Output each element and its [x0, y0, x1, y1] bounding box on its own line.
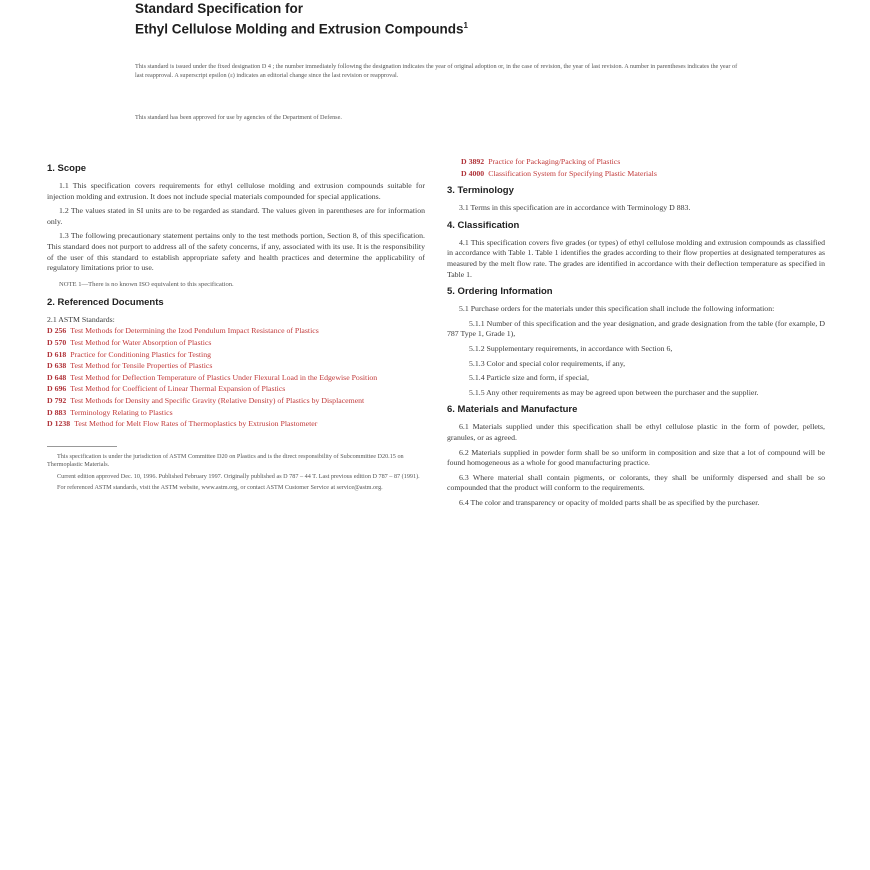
- left-column: [47, 157, 425, 496]
- ordering-subitem-1: 5.1.1 Number of this specification and the year designation, and grade designation from the table (for example, D 787 Type 1, Grade 1),: [447, 318, 825, 339]
- scope-paragraph-1: 1.1 This specification covers requirements for ethyl cellulose molding and extrusion compounds suitable for injection molding and extrusion. It does not include special materials compounded for special applications.: [47, 181, 425, 201]
- document-title-line2: [135, 17, 695, 38]
- dod-approval-note: This standard has been approved for use by agencies of the Department of Defense.: [135, 114, 342, 121]
- classification-paragraph: 4.1 This specification covers five grades (or types) of ethyl cellulose molding and extrusion compounds as classified in accordance with Table 1. Table 1 identifies the grades according to their flow properties at designated temperatures as measured by the melt flow rate. The grades are identified in accordance with their deflection temperature as specified in Table 1.: [447, 237, 825, 279]
- preamble: This standard is issued under the fixed designation D 4 ; the number immediately following the designation indicates the year of original adoption or, in the case of revision, the year of last revision. A number in parentheses indicates the year of last reapproval. A superscript epsilon (ε) indicates an editorial change since the last revision or reapproval.: [135, 63, 738, 79]
- reference-code: D 792: [47, 395, 67, 405]
- reference-title: Terminology Relating to Plastics: [70, 407, 173, 417]
- reference-link[interactable]: [47, 419, 425, 430]
- reference-code: D 3892: [461, 157, 485, 166]
- reference-title: Test Methods for Density and Specific Gravity (Relative Density) of Plastics by Displacement: [70, 395, 365, 405]
- reference-code: D 256: [47, 326, 67, 336]
- materials-paragraph-2: 6.2 Materials supplied in powder form shall be so uniform in composition and size that a lot of compound will be found homogeneous as a whole for good manufacturing practice.: [447, 447, 825, 468]
- footnote-3: For referenced ASTM standards, visit the ASTM website, www.astm.org, or contact ASTM Customer Service at service@astm.org.: [57, 484, 383, 492]
- scope-note: NOTE 1—There is no known ISO equivalent to this specification.: [59, 280, 234, 288]
- section-heading-scope: 1. Scope: [47, 163, 87, 174]
- reference-code: D 618: [47, 349, 67, 359]
- title-footnote-mark: 1: [463, 21, 468, 30]
- astm-standards-intro: 2.1 ASTM Standards:: [47, 314, 115, 324]
- section-heading-terminology: 3. Terminology: [447, 185, 514, 197]
- reference-code: D 883: [47, 407, 67, 417]
- terminology-paragraph: 3.1 Terms in this specification are in accordance with Terminology D 883.: [459, 203, 691, 213]
- reference-title: Practice for Conditioning Plastics for Testing: [70, 349, 211, 359]
- reference-link[interactable]: [47, 396, 425, 407]
- reference-link[interactable]: [47, 338, 425, 349]
- reference-code: D 648: [47, 372, 67, 382]
- scope-paragraph-2: 1.2 The values stated in SI units are to be regarded as standard. The values given in parentheses are for information only.: [47, 206, 425, 226]
- footnote-divider: [47, 446, 117, 447]
- footnote-2: Current edition approved Dec. 10, 1996. Published February 1997. Originally published as D 787 – 44 T. Last previous edition D 787 – 87 (1991).: [57, 472, 420, 480]
- footnote-1: This specification is under the jurisdiction of ASTM Committee D20 on Plastics and is the direct responsibility of Subcommittee D20.15 on Thermoplastic Materials.: [47, 452, 404, 469]
- reference-code: D 696: [47, 384, 67, 394]
- reference-code: D 4000: [461, 168, 485, 178]
- section-heading-ordering-information: 5. Ordering Information: [447, 286, 553, 298]
- reference-title: Practice for Packaging/Packing of Plastics: [488, 157, 621, 166]
- reference-link[interactable]: [447, 157, 825, 168]
- reference-title: Classification System for Specifying Plastic Materials: [488, 168, 657, 178]
- reference-link[interactable]: [47, 361, 425, 372]
- reference-code: D 638: [47, 361, 67, 371]
- reference-title: Test Method for Deflection Temperature of Plastics Under Flexural Load in the Edgewise Position: [70, 372, 378, 382]
- reference-title: Test Method for Melt Flow Rates of Thermoplastics by Extrusion Plastometer: [74, 419, 318, 429]
- reference-link[interactable]: [47, 384, 425, 395]
- reference-title: Test Methods for Determining the Izod Pendulum Impact Resistance of Plastics: [70, 326, 319, 336]
- reference-link[interactable]: [47, 326, 425, 337]
- document-title-text: Ethyl Cellulose Molding and Extrusion Compounds: [135, 21, 464, 37]
- document-title-line1: Standard Specification for: [135, 1, 304, 16]
- reference-title: Test Method for Tensile Properties of Plastics: [70, 361, 213, 371]
- title-block: [135, 0, 695, 38]
- reference-code: D 1238: [47, 419, 71, 429]
- section-heading-referenced-documents: 2. Referenced Documents: [47, 296, 164, 308]
- reference-link[interactable]: [47, 350, 425, 361]
- reference-code: D 570: [47, 337, 67, 347]
- reference-link[interactable]: [447, 169, 825, 180]
- reference-title: Test Method for Coefficient of Linear Thermal Expansion of Plastics: [70, 384, 286, 394]
- section-heading-materials: 6. Materials and Manufacture: [447, 404, 578, 416]
- scope-paragraph-3: 1.3 The following precautionary statement pertains only to the test methods portion, Section 8, of this specification. This standard does not purport to address all of the safety concerns, if any, associated with its use. It is the responsibility of the user of this standard to establish appropriate safety and health practices and determine the applicability of regulatory limitations prior to use.: [47, 231, 425, 273]
- right-column: [447, 157, 825, 512]
- ordering-subitem-2: 5.1.2 Supplementary requirements, in accordance with Section 6,: [469, 343, 673, 353]
- ordering-subitem-5: 5.1.5 Any other requirements as may be agreed upon between the purchaser and the supplier.: [469, 387, 759, 397]
- reference-title: Test Method for Water Absorption of Plastics: [70, 337, 212, 347]
- materials-paragraph-3: 6.3 Where material shall contain pigments, or colorants, they shall be uniformly dispersed and shall be so compounded that the product will conform to the requirements.: [447, 472, 825, 493]
- ordering-subitem-4: 5.1.4 Particle size and form, if special,: [469, 373, 589, 383]
- materials-paragraph-4: 6.4 The color and transparency or opacity of molded parts shall be as specified by the purchaser.: [459, 497, 760, 507]
- materials-paragraph-1: 6.1 Materials supplied under this specification shall be ethyl cellulose plastic in the form of powder, pellets, granules, or as agreed.: [447, 422, 825, 442]
- ordering-paragraph: 5.1 Purchase orders for the materials under this specification shall include the following information:: [459, 304, 775, 314]
- section-heading-classification: 4. Classification: [447, 219, 520, 231]
- reference-link[interactable]: [47, 373, 425, 384]
- reference-link[interactable]: [47, 408, 425, 419]
- ordering-subitem-3: 5.1.3 Color and special color requirements, if any,: [469, 358, 626, 368]
